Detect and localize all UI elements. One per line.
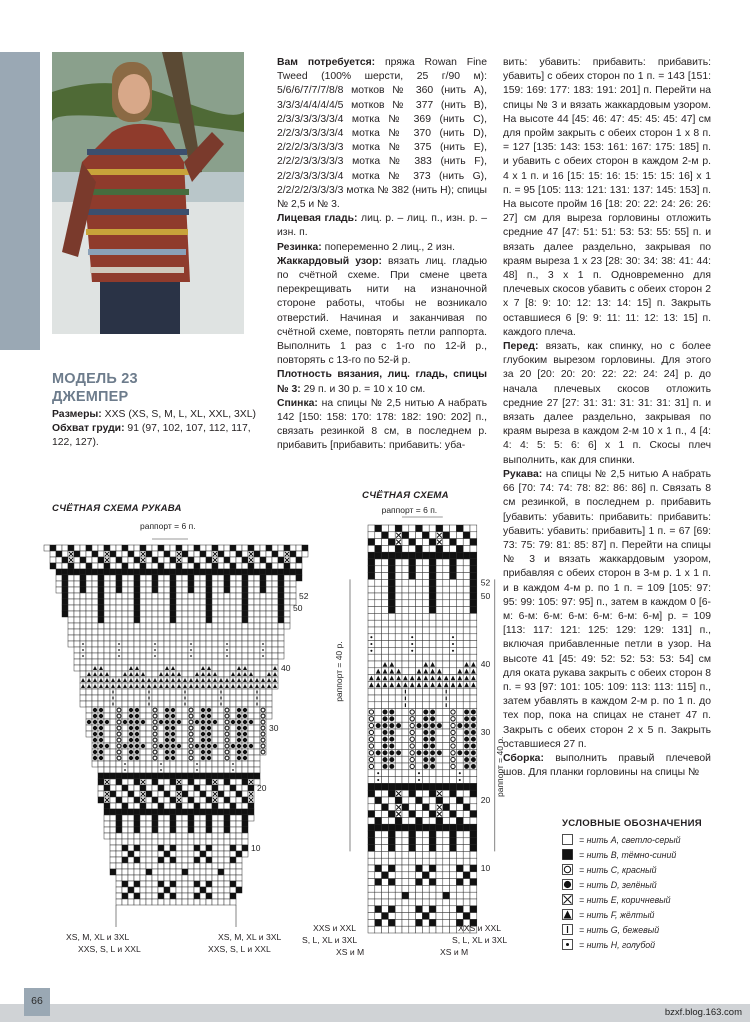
legend-title: УСЛОВНЫЕ ОБОЗНАЧЕНИЯ [562,818,702,829]
body-chart [310,505,520,975]
model-number: МОДЕЛЬ 23 [52,371,138,387]
chest-label: Обхват груди: [52,423,125,434]
body-size-left-1: XXS и XXL [313,923,357,933]
model-photo [52,52,244,334]
site-url: bzxf.blog.163.com [664,1007,742,1018]
legend-item [562,892,742,907]
sleeve-size-left-a: XS, M, XL и 3XL [66,932,130,942]
legend-text: = нить F, жёлтый [579,909,655,920]
legend-symbol-bar-icon [562,924,573,935]
sleeve-row-label-10: 10 [251,843,261,853]
assembly-text: выполнить правый плечевой шов. Для планки горловины на спицы № [503,752,711,779]
front-label: Перед: [503,341,539,353]
legend-item [562,922,742,937]
jacquard-text: вязать лиц. гладью по счётной схеме. При смене цвета перекрещивать нити на изнаночной стороне работы, чтобы не возникало отверстий. Начиная и заканчивая по счётной схеме, повторять петли раппорта. Выполнить 1 раз с 1-го по 12-й р., повторять с 13-го по 52-й р. [277,255,487,367]
gauge-label: Плотность вязания, лиц. гладь, спицы № 3: [277,369,487,395]
front-text: вязать, как спинку, но с более глубоким вырезом горловины. Для этого за 20 [20: 20: 20: 22: 22: 24: 24] р. до начала плечевых скосов отложить средние 27 [27: 31: 31: 31: 31: 31: 31] п. и вязать далее раздельно, закрывая по краям выреза в каждом 2-м 10 х 1 п., 4 [4: 4: 4: 5: 5: 6: 6] х 1 п. Скосы плеч выполнить, как для спинки. [503,341,711,466]
footer-bar [0,1004,750,1022]
body-row-label-10: 10 [480,863,491,873]
chest-value: 91 (97, 102, 107, 112, 117, 122, 127). [52,423,251,448]
model-title [52,370,138,406]
body-row-label-50: 50 [480,591,491,601]
legend-item [562,862,742,877]
legend-symbol-filled-icon [562,849,573,860]
sleeves-text: на спицы № 2,5 нитью A набрать 66 [70: 74: 74: 78: 82: 86: 86] п. Связать 8 см резинкой, в последнем р. прибавить [убавить: убавить: прибавить: прибавить: убавить: убавить: прибавить] 1 п. = 67 [69: 73: 75: 79: 81: 85: 87] п. Перейти на спицы № 3 и вязать жаккардовым узором, прибавляя с обеих сторон в 3-м р. 1 х 1 п. и в каждом 4-м р. по 1 п. = 109 [105: 97: 95: 99: 105: 97: 95] п., затем в каждом 0 [6-м: 6-м: 6-м: 6-м: 6-м: 6-м: 6-м] р. = 109 [113: 117: 121: 125: 129: 129: 131] п., включая прибавленные петли в узор. На высоте 41 [45: 49: 52: 52: 53: 53: 54] см для оката рукава закрыть с обеих сторон 8 п. = 93 [97: 101: 105: 109: 113: 113: 115] п., затем убавлять в каждом 2-м р. по 1 п. до тех пор, пока на спицах не станет 47 п. Закрыть с обеих сторон 2 х 5 п. Закрыть оставшиеся 27 п. [503,468,711,750]
assembly-label: Сборка: [503,752,544,764]
body-side-repeat-label: раппорт = 40 р. [494,736,505,797]
body-row-label-40: 40 [480,659,491,669]
materials-text: пряжа Rowan Fine Tweed (100% шерсти, 25 г/90 м): 5/6/6/7/7/7/8/8 мотков № 360 (нить A), 3/3/3/4/4/4/4/5 мотков № 377 (нить B), 2/3/3/3/3/3/3/4 мотка № 369 (нить C), 2/2/3/3/3/3/3/4 мотка № 370 (нить D), 2/2/2/3/3/3/3/3 мотка № 375 (нить E), 2/2/2/3/3/3/3/3 мотка № 383 (нить F), 2/2/3/3/3/3/3/4 мотка № 373 (нить G), 2/2/2/2/3/3/3/3 мотка № 382 (нить H); спицы № 2,5 и № 3. [277,57,487,211]
legend-text: = нить C, красный [579,864,657,875]
sleeve-row-label-50: 50 [293,603,303,613]
sleeves-label: Рукава: [503,468,543,480]
body-size-left-2: S, L, XL и 3XL [302,935,358,945]
legend-text: = нить G, бежевый [579,924,660,935]
sidebar-accent [0,52,40,350]
sleeve-repeat-label: раппорт = 6 п. [140,521,196,531]
legend-text: = нить E, коричневый [579,894,671,905]
sleeve-size-left-b: XXS, S, L и XXL [78,944,141,954]
instructions-column-2 [503,56,711,780]
legend [562,818,742,952]
legend-text: = нить D, зелёный [579,879,657,890]
model-sizes [52,408,267,450]
body-size-right-2: S, L, XL и 3XL [452,935,508,945]
legend-item [562,847,742,862]
body-chart-title: СЧЁТНАЯ СХЕМА [362,490,449,501]
sleeve-size-right-b: XXS, S, L и XXL [208,944,271,954]
sleeve-row-label-20: 20 [257,783,267,793]
stockinette-text: лиц. р. – лиц. п., изн. р. – изн. п. [277,213,487,239]
sleeve-row-label-40: 40 [281,663,291,673]
legend-text: = нить B, тёмно-синий [579,849,677,860]
body-size-left-3: XS и M [336,947,365,957]
instructions-column-1 [277,56,487,454]
body-row-label-52: 52 [480,577,491,588]
back-text: на спицы № 2,5 нитью A набрать 142 [150: 158: 170: 178: 182: 190: 202] п., связать резинкой 8 см, в последнем р. прибавить [прибавить: прибавить: уба- [277,397,487,452]
sleeve-size-right-a: XS, M, XL и 3XL [218,932,282,942]
materials-label: Вам потребуется: [277,57,376,68]
legend-symbol-smalldot-icon [562,939,573,950]
legend-item [562,937,742,952]
back-text-continued: вить: убавить: прибавить: прибавить: убавить] с обеих сторон по 1 п. = 143 [151: 159: 169: 177: 183: 191: 201] п. Перейти на спицы № 3 и вязать жаккардовым узором. На высоте 44 [45: 46: 47: 45: 45: 45: 47] см для пройм закрыть с обеих сторон 1 х 8 п. = 127 [135: 143: 153: 161: 167: 175: 185] п. и убавить с обеих сторон в каждом 2-м р. 4 х 1 п. и 16 [15: 15: 16: 15: 15: 15: 16] х 1 п. = 95 [105: 113: 121: 131: 137: 145: 153] п. На высоте пройм 16 [18: 20: 22: 24: 26: 26: 27] см для выреза горловины отложить средние 47 [47: 51: 51: 53: 53: 55: 55] п. и вязать далее раздельно, закрывая по краям выреза 1 х 23 [28: 30: 34: 38: 41: 44: 48] п., 3 х 1 п. Одновременно для плечевых скосов убавить с обеих сторон 2 х 7 [8: 9: 10: 12: 13: 14: 15] п. Закрыть оставшиеся 6 [9: 9: 11: 11: 12: 13: 15] п. каждого плеча. [503,57,711,338]
body-left-repeat-label: раппорт = 40 р. [334,641,344,702]
legend-text: = нить H, голубой [579,939,656,950]
sleeve-chart [40,515,340,995]
stockinette-label: Лицевая гладь: [277,213,358,225]
legend-item [562,877,742,892]
sizes-value: XXS (XS, S, M, L, XL, XXL, 3XL) [101,409,256,420]
rib-text: попеременно 2 лиц., 2 изн. [321,241,456,253]
legend-symbol-empty-icon [562,834,573,845]
model-name: ДЖЕМПЕР [52,389,129,405]
body-row-label-20: 20 [480,795,491,805]
legend-symbol-cross-icon [562,894,573,905]
jacquard-label: Жаккардовый узор: [277,255,382,267]
body-row-label-30: 30 [480,727,491,737]
legend-symbol-dot-icon [562,879,573,890]
sizes-label: Размеры: [52,409,102,420]
legend-text: = нить A, светло-серый [579,834,681,845]
gauge-text: 29 п. и 30 р. = 10 х 10 см. [300,383,426,395]
page-number: 66 [24,988,50,1016]
body-size-right-1: XXS и XXL [458,923,502,933]
rib-label: Резинка: [277,241,322,253]
body-repeat-label: раппорт = 6 п. [381,505,438,515]
legend-symbol-ring-icon [562,864,573,875]
body-chart-grid [368,525,477,933]
legend-symbol-triangle-icon [562,909,573,920]
sleeve-row-label-52: 52 [299,591,309,601]
back-label: Спинка: [277,397,318,409]
sleeve-chart-title: СЧЁТНАЯ СХЕМА РУКАВА [52,503,182,514]
body-size-right-3: XS и M [440,947,469,957]
sleeve-row-label-30: 30 [269,723,279,733]
legend-item [562,907,742,922]
legend-item [562,832,742,847]
